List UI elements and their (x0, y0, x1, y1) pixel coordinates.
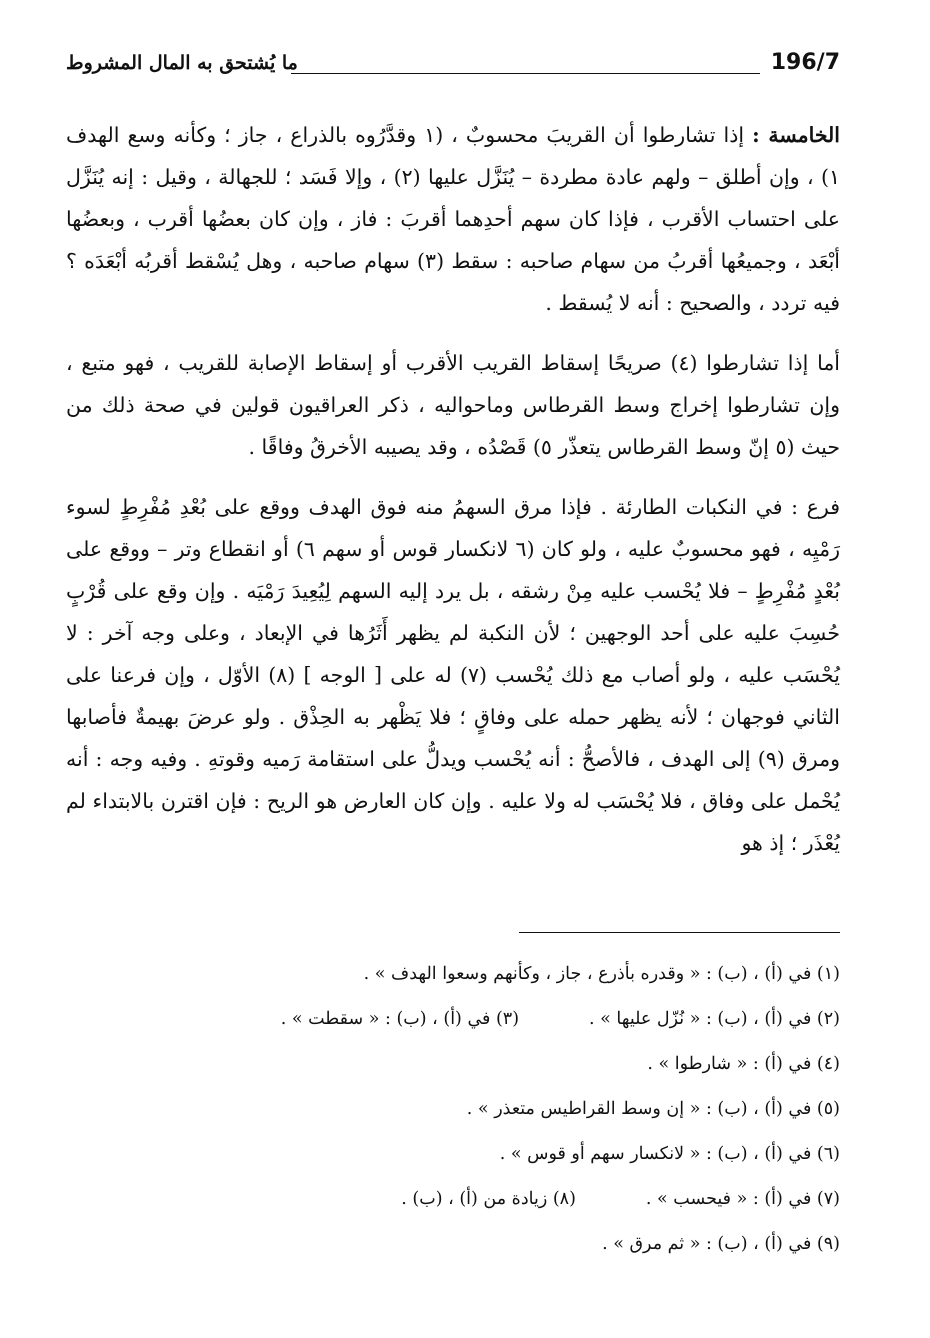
footnote: (٢) في (أ) ، (ب) : « نُزّل عليها » . (589, 1009, 840, 1029)
footnote-row (200, 952, 840, 997)
footnote: (٤) في (أ) : « شارطوا » . (647, 1054, 840, 1074)
paragraph-lead: الخامسة : (752, 123, 841, 147)
footnotes (200, 952, 840, 1267)
footnote-row (200, 997, 840, 1042)
paragraph-text: إذا تشارطوا أن القريبَ محسوبٌ ، (١ وقدَّرُوه بالذراع ، جاز ؛ وكأنه وسع الهدف ١) ، وإن أطلق – ولهم عادة مطردة – يُنَزَّل عليها (٢) ، وإلا فَسَد ؛ للجهالة ، وقيل : إنه يُنَزَّل على احتساب الأقرب ، فإذا كان سهم أحدِهما أقربَ : فاز ، وإن كان بعضُها أقرب ، وبعضُها أبْعَد ، وجميعُها أقربُ من سهام صاحبه : سقط (٣) سهام صاحبه ، وهل يُسْقط أقربُه أبْعَدَه ؟ فيه تردد ، والصحيح : أنه لا يُسقط . (66, 123, 840, 315)
footnote: (١) في (أ) ، (ب) : « وقدره بأذرع ، جاز ، وكأنهم وسعوا الهدف » . (363, 964, 840, 984)
footnote: (٨) زيادة من (أ) ، (ب) . (401, 1189, 576, 1209)
footnote: (٥) في (أ) ، (ب) : « إن وسط القراطيس متعذر » . (466, 1099, 840, 1119)
footnote: (٧) في (أ) : « فيحسب » . (645, 1189, 840, 1209)
chapter-title: ما يُشتحق به المال المشروط (66, 52, 298, 74)
paragraph (66, 114, 840, 324)
paragraph-text: فرع : في النكبات الطارئة . فإذا مرق السهمُ منه فوق الهدف ووقع على بُعْدِ مُفْرِطٍ لسوء رَمْيِه ، فهو محسوبٌ عليه ، ولو كان (٦ لانكسار قوس أو سهم ٦) أو انقطاع وتر – ووقع على بُعْدٍ مُفْرِطٍ – فلا يُحْسب عليه مِنْ رشقه ، بل يرد إليه السهم لِيُعِيدَ رَمْيَه . وإن وقع على قُرْبٍ حُسِبَ عليه على أحد الوجهين ؛ لأن النكبة لم يظهر أَثَرُها في الإبعاد ، وعلى وجه آخر : لا يُحْسَب عليه ، ولو أصاب مع ذلك يُحْسب (٧) له على [ الوجه ] (٨) الأوّل ، وإن فرعنا على الثاني فوجهان ؛ لأنه يظهر حمله على وفاقٍ ؛ فلا يَظْهر به الحِذْق . ولو عرضَ بهيمةٌ فأصابها ومرق (٩) إلى الهدف ، فالأصحُّ : أنه يُحْسب ويدلُّ على استقامة رَميه وقوتهِ . وفيه وجه : أنه يُحْمل على وفاق ، فلا يُحْسَب له ولا عليه . وإن كان العارض هو الريح : فإن اقترن بالابتداء لم يُعْذَر ؛ إذ هو (66, 495, 840, 855)
paragraph (66, 342, 840, 468)
footnote: (٣) في (أ) ، (ب) : « سقطت » . (280, 1009, 520, 1029)
footnote-row (200, 1222, 840, 1267)
footnote: (٦) في (أ) ، (ب) : « لانكسار سهم أو قوس » . (499, 1144, 840, 1164)
running-header (66, 48, 840, 88)
page-number: 196/7 (770, 50, 840, 75)
paragraph-text: أما إذا تشارطوا (٤) صريحًا إسقاط القريب الأقرب أو إسقاط الإصابة للقريب ، فهو متبع ، وإن تشارطوا إخراج وسط القرطاس وماحواليه ، ذكر العراقيون قولين في صحة ذلك من حيث (٥ إنّ وسط القرطاس يتعذّر ٥) قَصْدُه ، وقد يصيبه الأخرقُ وفاقًا . (66, 351, 841, 459)
header-rule (291, 73, 760, 74)
main-text (66, 114, 840, 882)
paragraph (66, 486, 840, 864)
footnote-row (200, 1087, 840, 1132)
footnote-row (200, 1042, 840, 1087)
footnote: (٩) في (أ) ، (ب) : « ثم مرق » . (602, 1234, 840, 1254)
footnote-row (200, 1177, 840, 1222)
footnote-row (200, 1132, 840, 1177)
footnote-rule (519, 932, 840, 933)
